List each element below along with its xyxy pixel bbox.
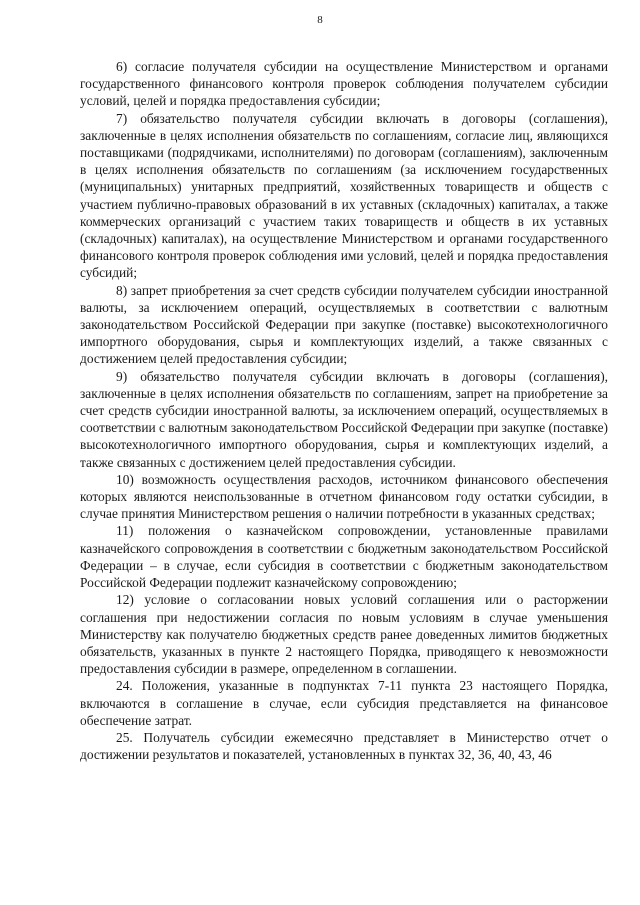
paragraph-item-8: 8) запрет приобретения за счет средств субсидии получателем субсидии иностранной валюты, за исключением операций, осуществляемых в соответствии с валютным законодательством Российской Федерации при закупке (поставке) высокотехнологичного импортного оборудования, сырья и комплектующих изделий, а также связанных с достижением целей предоставления субсидии; bbox=[80, 282, 608, 367]
page-number: 8 bbox=[317, 14, 323, 26]
document-body bbox=[80, 58, 608, 763]
paragraph-item-9: 9) обязательство получателя субсидии включать в договоры (соглашения), заключенные в целях исполнения обязательств по соглашениям, запрет на приобретение за счет средств субсидии иностранной валюты, за исключением операций, осуществляемых в соответствии с валютным законодательством Российской Федерации при закупке (поставке) высокотехнологичного импортного оборудования, сырья и комплектующих изделий, а также связанных с достижением целей предоставления субсидии. bbox=[80, 368, 608, 470]
paragraph-point-25: 25. Получатель субсидии ежемесячно представляет в Министерство отчет о достижении результатов и показателей, установленных в пунктах 32, 36, 40, 43, 46 bbox=[80, 729, 608, 763]
paragraph-item-10: 10) возможность осуществления расходов, источником финансового обеспечения которых являются неиспользованные в отчетном финансовом году остатки субсидии, в случае принятия Министерством решения о наличии потребности в указанных средствах; bbox=[80, 471, 608, 522]
paragraph-item-6: 6) согласие получателя субсидии на осуществление Министерством и органами государственного финансового контроля проверок соблюдения получателем субсидии условий, целей и порядка предоставления субсидии; bbox=[80, 59, 608, 109]
paragraph-item-11: 11) положения о казначейском сопровождении, установленные правилами казначейского сопровождения в соответствии с бюджетным законодательством Российской Федерации – в случае, если субсидия в соответствии с бюджетным законодательством Российской Федерации подлежит казначейскому сопровождению; bbox=[80, 523, 608, 591]
paragraph-item-7: 7) обязательство получателя субсидии включать в договоры (соглашения), заключенные в целях исполнения обязательств по соглашениям, согласие лиц, являющихся поставщиками (подрядчиками, исполнителями) по договорам (соглашениям), заключенным в целях исполнения обязательств по соглашениям (за исключением государственных (муниципальных) унитарных предприятий, хозяйственных товариществ и обществ с участием публично-правовых образований в их уставных (складочных) капиталах, а также коммерческих организаций с участием таких товариществ и обществ в их уставных (складочных) капиталах), на осуществление Министерством и органами государственного финансового контроля проверок соблюдения ими условий, целей и порядка предоставления субсидий; bbox=[80, 110, 608, 281]
paragraph-point-24: 24. Положения, указанные в подпунктах 7-11 пункта 23 настоящего Порядка, включаются в соглашение в случае, если субсидия представляется на финансовое обеспечение затрат. bbox=[80, 678, 608, 728]
paragraph-item-12: 12) условие о согласовании новых условий соглашения или о расторжении соглашения при недостижении согласия по новым условиям в случае уменьшения Министерству как получателю бюджетных средств ранее доведенных лимитов бюджетных обязательств, указанных в пункте 2 настоящего Порядка, приводящего к невозможности предоставления субсидии в размере, определенном в соглашении. bbox=[80, 592, 608, 677]
